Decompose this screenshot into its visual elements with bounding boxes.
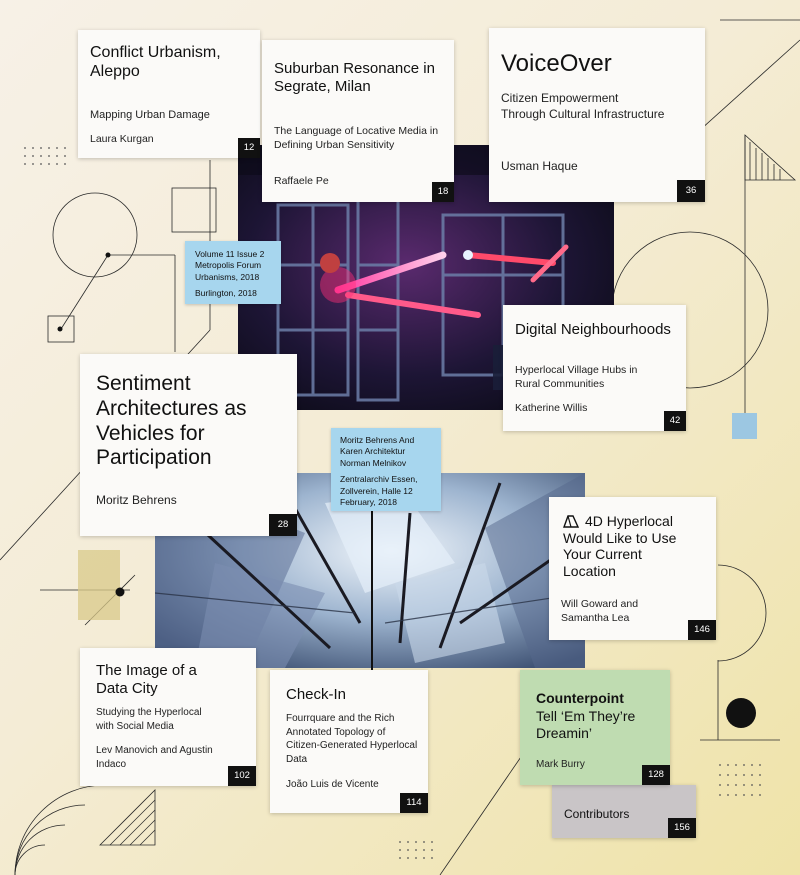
page-number-badge: 102	[228, 766, 256, 786]
article-author: Moritz Behrens	[96, 493, 177, 507]
page-number-badge: 42	[664, 411, 686, 431]
page-number-badge: 156	[668, 818, 696, 838]
article-author: Raffaele Pe	[274, 175, 329, 187]
photo-credit-note	[331, 428, 441, 511]
article-author: Katherine Willis	[515, 402, 588, 414]
article-title: Counterpoint	[536, 690, 624, 706]
article-title: Sentiment Architectures as Vehicles for Participation	[96, 372, 247, 470]
article-author: João Luis de Vicente	[286, 779, 379, 790]
issue-info-note	[185, 241, 281, 304]
article-card-4d-hyperlocal[interactable]	[549, 497, 716, 640]
article-author: Mark Burry	[536, 759, 585, 770]
page-number-badge: 18	[432, 182, 454, 202]
page-number-badge: 114	[400, 793, 428, 813]
page-number-badge: 12	[238, 138, 260, 158]
article-card-voiceover[interactable]	[489, 28, 705, 202]
issue-label: Volume 11 Issue 2	[195, 249, 265, 259]
article-subtitle: Mapping Urban Damage	[90, 109, 210, 121]
article-card-check-in[interactable]	[270, 670, 428, 813]
issue-place: Burlington, 2018	[195, 288, 257, 299]
article-subtitle: The Language of Locative Media in Defining Urban Sensitivity	[274, 125, 439, 152]
page-number-badge: 128	[642, 765, 670, 785]
credit-authors: Moritz Behrens And Karen Architektur Norman Melnikov	[340, 435, 415, 468]
issue-event: Metropolis Forum Urbanisms, 2018	[195, 260, 262, 282]
article-card-conflict-urbanism[interactable]	[78, 30, 260, 158]
contributors-title: Contributors	[564, 807, 630, 821]
credit-note-stem	[371, 510, 373, 670]
credit-venue: Zentralarchiv Essen, Zollverein, Halle 12 February, 2018	[340, 474, 418, 508]
article-subtitle: Fourrquare and the Rich Annotated Topology of Citizen-Generated Hyperlocal Data	[286, 713, 418, 765]
contributors-card[interactable]	[552, 785, 696, 838]
article-title: Check-In	[286, 686, 347, 703]
page-number-badge: 146	[688, 620, 716, 640]
article-card-digital-neighbourhoods[interactable]	[503, 305, 686, 431]
article-author: Usman Haque	[501, 159, 578, 173]
article-title: The Image of a Data City	[96, 662, 197, 697]
article-title: VoiceOver	[501, 50, 612, 77]
article-author: Laura Kurgan	[90, 133, 154, 145]
page-number-badge: 36	[677, 180, 705, 202]
article-card-counterpoint[interactable]	[520, 670, 670, 785]
article-title: Digital Neighbourhoods	[515, 321, 671, 338]
article-title: Suburban Resonance in Segrate, Milan	[274, 60, 435, 95]
article-subtitle: Citizen Empowerment Through Cultural Infrastructure	[501, 91, 665, 122]
article-card-suburban-resonance[interactable]	[262, 40, 454, 202]
article-author: Will Goward and Samantha Lea	[561, 598, 639, 625]
article-subtitle: Tell ‘Em They’re Dreamin’	[536, 708, 636, 741]
article-title: Conflict Urbanism, Aleppo	[90, 44, 221, 80]
article-subtitle: Studying the Hyperlocal with Social Media	[96, 707, 202, 732]
article-author: Lev Manovich and Agustin Indaco	[96, 745, 213, 770]
article-card-image-of-a-data-city[interactable]	[80, 648, 256, 786]
article-subtitle: Hyperlocal Village Hubs in Rural Communities	[515, 364, 638, 391]
article-title: 4D Hyperlocal Would Like to Use Your Current Location	[563, 513, 677, 579]
page-number-badge: 28	[269, 514, 297, 536]
article-card-sentiment-architectures[interactable]	[80, 354, 297, 536]
